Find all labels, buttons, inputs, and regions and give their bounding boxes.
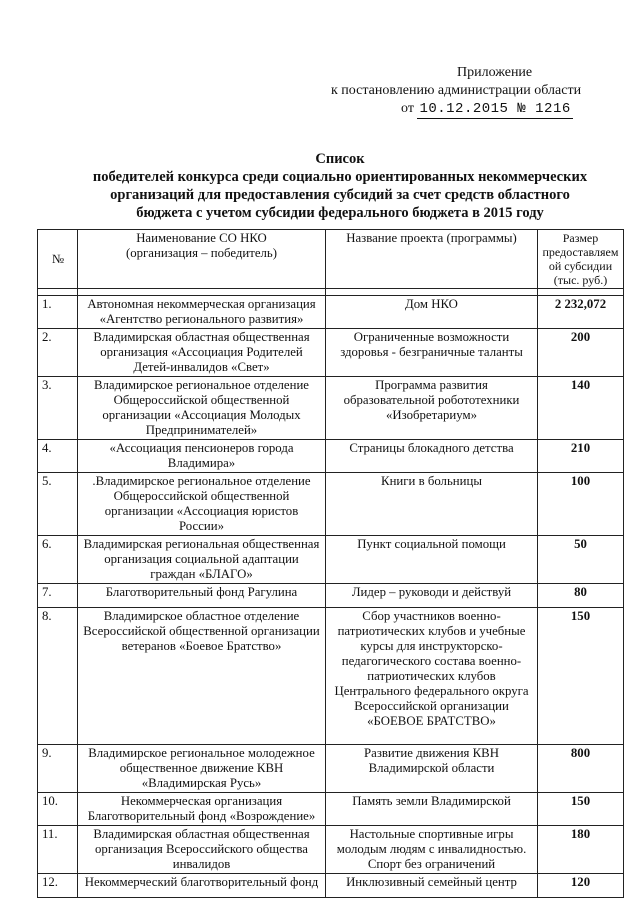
cell-project: Инклюзивный семейный центр [326,874,538,898]
cell-subsidy: 150 [538,793,624,826]
cell-subsidy: 2 232,072 [538,296,624,329]
cell-project: Лидер – руководи и действуй [326,584,538,608]
cell-organization: Благотворительный фонд Рагулина [78,584,326,608]
cell-project: Пункт социальной помощи [326,536,538,584]
cell-organization: Владимирская областная общественная организация Всероссийского общества инвалидов [78,826,326,874]
cell-subsidy: 210 [538,440,624,473]
table-header-row [38,230,624,289]
document-subtitle-line3: бюджета с учетом субсидии федерального бюджета в 2015 году [136,205,544,221]
cell-project: Книги в больницы [326,473,538,536]
appendix-label: Приложение [457,65,533,80]
winners-table [37,229,624,898]
cell-number: 9. [38,745,78,793]
cell-project: Страницы блокадного детства [326,440,538,473]
cell-subsidy: 140 [538,377,624,440]
decree-date-value: 10.12.2015 № 1216 [419,101,571,117]
cell-subsidy: 150 [538,608,624,745]
cell-subsidy: 800 [538,745,624,793]
cell-organization: Владимирская региональная общественная организация социальной адаптации граждан «БЛАГО» [78,536,326,584]
table-row [38,608,624,745]
cell-number: 10. [38,793,78,826]
cell-organization: Автономная некоммерческая организация «Агентство регионального развития» [78,296,326,329]
cell-subsidy: 120 [538,874,624,898]
table-row [38,793,624,826]
cell-project: Дом НКО [326,296,538,329]
cell-project: Ограниченные возможности здоровья - безграничные таланты [326,329,538,377]
document-subtitle-line1: победителей конкурса среди социально ориентированных некоммерческих [92,169,588,185]
table-row [38,473,624,536]
cell-number: 7. [38,584,78,608]
cell-subsidy: 50 [538,536,624,584]
table-row [38,329,624,377]
cell-organization: Владимирское областное отделение Всероссийской общественной организации ветеранов «Боевое Братство» [78,608,326,745]
decree-date-prefix: от [401,101,418,116]
cell-project: Развитие движения КВН Владимирской области [326,745,538,793]
cell-organization: «Ассоциация пенсионеров города Владимира» [78,440,326,473]
cell-organization: Владимирское региональное молодежное общественное движение КВН «Владимирская Русь» [78,745,326,793]
table-row [38,536,624,584]
table-row [38,745,624,793]
decree-reference: к постановлению администрации области [331,83,582,98]
cell-number: 8. [38,608,78,745]
cell-organization: .Владимирское региональное отделение Общероссийской общественной организации «Ассоциация юристов России» [78,473,326,536]
cell-number: 4. [38,440,78,473]
column-header-organization: Наименование СО НКО (организация – победитель) [78,230,326,289]
cell-subsidy: 80 [538,584,624,608]
document-subtitle-line2: организаций для предоставления субсидий за счет средств областного [110,187,570,203]
table-row [38,584,624,608]
column-header-number: № [38,230,78,289]
cell-organization: Некоммерческая организация Благотворительный фонд «Возрождение» [78,793,326,826]
cell-organization: Владимирское региональное отделение Общероссийской общественной организации «Ассоциация Молодых Предпринимателей» [78,377,326,440]
cell-project: Настольные спортивные игры молодым людям с инвалидностью. Спорт без ограничений [326,826,538,874]
cell-organization: Некоммерческий благотворительный фонд [78,874,326,898]
cell-subsidy: 180 [538,826,624,874]
table-row [38,826,624,874]
cell-number: 12. [38,874,78,898]
cell-subsidy: 200 [538,329,624,377]
cell-project: Программа развития образовательной робототехники «Изобретариум» [326,377,538,440]
table-row [38,874,624,898]
cell-number: 6. [38,536,78,584]
table-row [38,296,624,329]
decree-date-number [401,100,573,119]
column-header-subsidy: Размер предоставляем ой субсидии (тыс. руб.) [538,230,624,289]
cell-project: Память земли Владимирской [326,793,538,826]
cell-project: Сбор участников военно-патриотических клубов и учебные курсы для инструкторско-педагогического состава военно-патриотических клубов Центрального федерального округа Всероссийской организации «БОЕВОЕ БРАТСТВО» [326,608,538,745]
cell-organization: Владимирская областная общественная организация «Ассоциация Родителей Детей-инвалидов «Свет» [78,329,326,377]
cell-number: 1. [38,296,78,329]
table-row [38,440,624,473]
cell-subsidy: 100 [538,473,624,536]
header-spacer-row [38,289,624,296]
table-body [38,296,624,898]
document-title: Список [315,151,365,167]
cell-number: 5. [38,473,78,536]
table-row [38,377,624,440]
column-header-project: Название проекта (программы) [326,230,538,289]
cell-number: 2. [38,329,78,377]
cell-number: 11. [38,826,78,874]
cell-number: 3. [38,377,78,440]
